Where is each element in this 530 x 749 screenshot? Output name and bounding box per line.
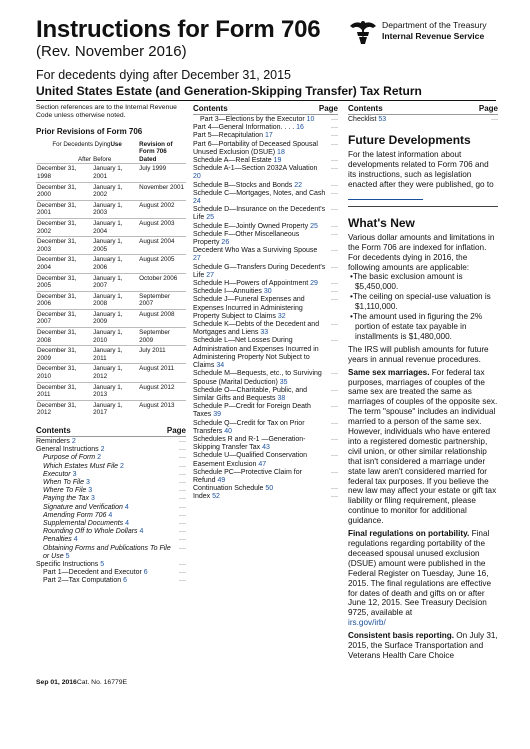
table-row: [36, 255, 186, 273]
revision-date: (Rev. November 2016): [36, 43, 187, 60]
toc-page-number[interactable]: 27: [193, 255, 201, 263]
toc-entry-title: Schedule F—Other Miscellaneous Property: [193, 230, 300, 247]
toc-page-number[interactable]: 4: [139, 528, 144, 536]
toc-page-number[interactable]: 43: [262, 444, 270, 452]
toc-page-number[interactable]: 3: [85, 479, 90, 487]
toc-page-number[interactable]: 26: [221, 239, 230, 247]
toc-entry-title: Schedule K—Debts of the Decedent and Mortgages and Liens: [193, 321, 320, 337]
leader-dash: —: [331, 468, 338, 476]
toc-entry-title: Where To File: [43, 487, 87, 495]
cell-revision: August 2005: [138, 255, 186, 273]
toc-page-number[interactable]: 25: [206, 214, 215, 222]
agency-line-2: Internal Revenue Service: [382, 30, 485, 41]
cell-before: January 1, 2001: [92, 164, 138, 182]
cell-after: December 31, 2009: [36, 346, 92, 364]
leader-dash: —: [331, 296, 338, 304]
contents-header: Contents Page: [193, 104, 338, 113]
toc-entry[interactable]: [193, 436, 338, 452]
agency-line-1: Department of the Treasury: [382, 20, 487, 30]
leader-dash: —: [331, 493, 338, 501]
consistent-basis-paragraph: Consistent basis reporting. On July 31, 2015, the Surface Transportation and Veterans Health Care Choice: [348, 631, 498, 660]
prior-revisions-table: [36, 141, 186, 418]
irs-publish-text: The IRS will publish amounts for future years in annual revenue procedures.: [348, 344, 489, 364]
cell-before: January 1, 2005: [92, 237, 138, 255]
leader-dash: —: [331, 263, 338, 271]
footer-catno: Cat. No. 16779E: [76, 679, 128, 686]
header-rule: [36, 100, 496, 101]
toc-entry[interactable]: [36, 463, 186, 471]
leader-dash: —: [179, 544, 186, 552]
toc-entry[interactable]: [193, 190, 338, 206]
toc-page-number[interactable]: 4: [108, 511, 113, 519]
toc-page-number[interactable]: 50: [265, 485, 274, 493]
toc-entry-title: Schedule A-1—Section 2032A Valuation: [193, 165, 318, 173]
same-sex-paragraph: Same sex marriages. For federal tax purposes, marriages of couples of the same sex are treated the same as marriages of couples of the opposite sex. The term "spouse" includes an individual married to a person of the same sex. However, individuals who have entered into a registered domestic partnership, civil union, or other similar relationship that isn't considered a marriage under state law aren't considered married for federal tax purposes. If you believe the new law may affect your estate or gift tax liability or filing requirement, please continue to monitor for additional guidance.: [348, 367, 498, 526]
leader-dash: —: [179, 495, 186, 503]
toc-page-number[interactable]: 3: [72, 470, 77, 478]
leader-dash: —: [331, 403, 338, 411]
toc-entry-title: Part 6—Portability of Deceased Spousal Unused Exclusion (DSUE): [193, 140, 318, 156]
toc-entry[interactable]: [193, 296, 338, 321]
toc-entry[interactable]: [193, 247, 338, 263]
leader-dash: —: [179, 569, 186, 577]
toc-entry[interactable]: [36, 446, 186, 454]
toc-entry-title: Schedule M—Bequests, etc., to Surviving Spouse (Marital Deduction): [193, 370, 322, 386]
toc-entry[interactable]: [36, 536, 186, 544]
leader-dash: —: [331, 288, 338, 296]
toc-entry[interactable]: [36, 520, 186, 528]
toc-entry[interactable]: [36, 438, 186, 446]
toc-entry-title: Part 2—Tax Computation: [43, 577, 122, 585]
toc-page-number[interactable]: 53: [378, 116, 387, 123]
cell-before: January 1, 2002: [92, 182, 138, 200]
toc-entry-title: Decedent Who Was a Surviving Spouse: [193, 247, 318, 255]
return-name: United States Estate (and Generation-Skipping Transfer) Tax Return: [36, 84, 422, 98]
toc-page-number[interactable]: 5: [65, 552, 70, 560]
leader-dash: —: [331, 435, 338, 443]
toc-entry[interactable]: [36, 545, 186, 561]
toc-entry-title: Part 1—Decedent and Executor: [43, 569, 142, 577]
leader-dash: —: [331, 222, 338, 230]
toc-page-number[interactable]: 32: [277, 312, 286, 320]
toc-page-number[interactable]: 27: [206, 271, 215, 279]
leader-dash: —: [331, 452, 338, 460]
toc-entry-title: Schedule U—Qualified Conservation Easement Exclusion: [193, 452, 308, 468]
leader-dash: —: [331, 370, 338, 378]
toc-entry-title: Supplemental Documents: [43, 520, 124, 528]
toc-page-number[interactable]: 24: [193, 198, 201, 206]
table-row: [36, 200, 186, 218]
leader-dash: —: [331, 280, 338, 288]
leader-dash: —: [179, 479, 186, 487]
toc-page-number[interactable]: 10: [306, 116, 315, 123]
cell-before: January 1, 2004: [92, 218, 138, 236]
cell-revision: November 2001: [138, 182, 186, 200]
table-row: [36, 400, 186, 418]
leader-dash: —: [331, 165, 338, 173]
toc-page-number[interactable]: 38: [277, 394, 286, 402]
toc-page-number[interactable]: 30: [263, 288, 272, 296]
toc-entry-title: When To File: [43, 479, 84, 487]
toc-entry[interactable]: [193, 165, 338, 181]
cell-before: January 1, 2009: [92, 309, 138, 327]
toc-entry[interactable]: [193, 370, 338, 386]
toc-page-number[interactable]: 4: [73, 536, 78, 544]
toc-entry[interactable]: [193, 403, 338, 419]
leader-dash: —: [179, 536, 186, 544]
leader-dash: —: [179, 511, 186, 519]
cell-before: January 1, 2017: [92, 400, 138, 418]
agency-name: [382, 20, 487, 41]
toc-list: [36, 438, 186, 586]
toc-entry-title: Part 5—Recapitulation: [193, 132, 264, 140]
leader-dash: —: [179, 487, 186, 495]
list-item: • The ceiling on special-use valuation is $1,110,000.: [348, 292, 498, 312]
footer-date: Sep 01, 2016: [36, 679, 77, 686]
final-regs-paragraph: Final regulations on portability. Final regulations regarding portability of the deceased spousal unused exclusion (DSUE) amount were published in the Federal Register on Tuesday, June 16, 2015. The final regulations are effective for dates of death and gifts on or after June 12, 2015. See Treasury Decision 9725, available at: [348, 529, 492, 618]
amounts-list: [348, 272, 498, 341]
toc-entry-title: Schedule P—Credit for Foreign Death Taxes: [193, 403, 311, 419]
toc-entry-title: Amending Form 706: [43, 511, 107, 519]
future-developments-heading: Future Developments: [348, 133, 471, 148]
toc-entry-title: Reminders: [36, 438, 70, 445]
cell-before: January 1, 2010: [92, 328, 138, 346]
cell-revision: September 2009: [138, 328, 186, 346]
toc-entry[interactable]: [36, 454, 186, 462]
cell-revision: August 2008: [138, 309, 186, 327]
leader-dash: —: [331, 116, 338, 123]
leader-dash: —: [331, 189, 338, 197]
toc-entry[interactable]: [348, 116, 498, 124]
toc-entry-title: Penalties: [43, 536, 72, 544]
leader-dash: —: [331, 140, 338, 148]
toc-entry-title: Schedule D—Insurance on the Decedent's Life: [193, 206, 326, 222]
cell-revision: August 2003: [138, 218, 186, 236]
cell-after: December 31, 2004: [36, 255, 92, 273]
leader-dash: —: [179, 503, 186, 511]
cell-after: December 31, 2007: [36, 309, 92, 327]
toc-page-number[interactable]: 17: [265, 132, 273, 140]
leader-dash: —: [331, 247, 338, 255]
toc-entry-title: Paying the Tax: [43, 495, 90, 503]
toc-entry-title: Schedule A—Real Estate: [193, 157, 272, 165]
toc-entry-title: Continuation Schedule: [193, 485, 264, 493]
cell-revision: August 2002: [138, 200, 186, 218]
toc-entry-title: Obtaining Forms and Publications To File or Use: [43, 544, 171, 560]
cell-after: December 31, 2003: [36, 237, 92, 255]
cell-after: December 31, 2002: [36, 218, 92, 236]
toc-page-number[interactable]: 2: [71, 438, 76, 445]
toc-page-number[interactable]: 33: [260, 329, 269, 337]
toc-page-number[interactable]: 16: [296, 124, 304, 132]
section-divider: [348, 206, 498, 207]
cell-after: December 31, 2006: [36, 291, 92, 309]
toc-entry[interactable]: [36, 479, 186, 487]
toc-entry[interactable]: [193, 132, 338, 140]
toc-page-number[interactable]: 18: [277, 148, 285, 156]
cell-before: January 1, 2012: [92, 364, 138, 382]
leader-dash: —: [331, 181, 338, 189]
toc-page-number[interactable]: 39: [213, 411, 222, 419]
toc-page-number[interactable]: 2: [97, 454, 101, 462]
list-item: • The amount used in figuring the 2% portion of estate tax payable in installments is $1,480,000.: [348, 312, 498, 342]
footer: [36, 679, 127, 687]
cell-after: December 31, 2000: [36, 182, 92, 200]
cell-after: December 31, 2001: [36, 200, 92, 218]
toc-entry-title: Schedule H—Powers of Appointment: [193, 280, 309, 288]
toc-entry-title: Schedules R and R-1 —Generation-Skipping Transfer Tax: [193, 435, 306, 452]
toc-page-number[interactable]: 34: [216, 362, 225, 370]
cell-revision: July 2011: [138, 346, 186, 364]
toc-entry[interactable]: [193, 469, 338, 485]
toc-page-number[interactable]: 6: [143, 569, 148, 577]
toc-page-number[interactable]: 4: [125, 520, 130, 528]
cell-after: December 31, 2010: [36, 364, 92, 382]
toc-page-number[interactable]: 2: [120, 462, 124, 470]
leader-dash: —: [179, 528, 186, 536]
leader-dash: —: [331, 419, 338, 427]
toc-page-number[interactable]: 6: [123, 577, 128, 585]
cell-after: December 31, 2008: [36, 328, 92, 346]
cell-revision: August 2011: [138, 364, 186, 382]
toc-entry[interactable]: [193, 124, 338, 132]
cell-before: January 1, 2013: [92, 382, 138, 400]
toc-entry[interactable]: [193, 321, 338, 337]
decedents-line: For decedents dying after December 31, 2015: [36, 68, 292, 82]
th-dated: Dated: [139, 155, 157, 163]
whats-new-intro: Various dollar amounts and limitations in the Form 706 are indexed for inflation. For decedents dying in 2016, the following amounts are applicable:: [348, 232, 495, 272]
toc-entry-title: Schedule E—Jointly Owned Property: [193, 222, 309, 230]
toc-entry[interactable]: [193, 223, 338, 231]
toc-entry-title: Schedule C—Mortgages, Notes, and Cash: [193, 189, 326, 197]
cell-before: January 1, 2011: [92, 346, 138, 364]
toc-entry[interactable]: [193, 182, 338, 190]
toc-entry-title: Schedule PC—Protective Claim for Refund: [193, 468, 302, 484]
leader-dash: —: [331, 485, 338, 493]
th-decedents: For Decedents DyingUse: [52, 140, 122, 148]
cell-revision: July 1999: [138, 164, 186, 182]
toc-entry-title: Index: [193, 493, 211, 501]
cell-revision: August 2012: [138, 382, 186, 400]
toc-page-number[interactable]: 3: [91, 495, 95, 503]
cell-after: December 31, 2012: [36, 400, 92, 418]
cell-after: December 31, 2005: [36, 273, 92, 291]
column-left: [36, 104, 186, 586]
page-title: Instructions for Form 706: [36, 16, 321, 43]
cell-after: December 31, 2011: [36, 382, 92, 400]
toc-page-number[interactable]: 52: [212, 493, 220, 501]
section-note: Section references are to the Internal Revenue Code unless otherwise noted.: [36, 104, 177, 120]
toc-entry-title: Schedule L—Net Losses During Administration and Expenses Incurred in Administering Property Not Subject to Claims: [193, 337, 319, 370]
toc-entry[interactable]: [36, 528, 186, 536]
toc-entry[interactable]: [193, 420, 338, 436]
toc-entry[interactable]: [193, 337, 338, 370]
toc-page-number[interactable]: 40: [224, 427, 233, 435]
cell-after: December 31, 1998: [36, 164, 92, 182]
toc-entry[interactable]: [36, 561, 186, 569]
leader-dash: —: [331, 337, 338, 345]
list-item: • The basic exclusion amount is $5,450,000.: [348, 272, 498, 292]
leader-dash: —: [331, 321, 338, 329]
toc-entry[interactable]: [36, 512, 186, 520]
toc-entry[interactable]: [36, 495, 186, 503]
table-row: [36, 291, 186, 309]
leader-dash: —: [179, 470, 186, 478]
toc-entry-title: Rounding Off to Whole Dollars: [43, 528, 138, 536]
table-row: [36, 346, 186, 364]
leader-dash: —: [179, 454, 186, 462]
toc-page-number[interactable]: 29: [310, 280, 318, 288]
toc-entry[interactable]: [36, 487, 186, 495]
cell-before: January 1, 2006: [92, 255, 138, 273]
table-row: [36, 364, 186, 382]
cell-before: January 1, 2007: [92, 273, 138, 291]
toc-entry-title: Purpose of Form: [43, 454, 96, 462]
toc-entry-title: Executor: [43, 470, 71, 478]
toc-page-number[interactable]: 3: [88, 487, 93, 495]
toc-entry[interactable]: [193, 116, 338, 124]
table-row: [36, 382, 186, 400]
toc-entry[interactable]: [193, 264, 338, 280]
table-row: [36, 328, 186, 346]
toc-page-number[interactable]: 2: [100, 446, 105, 454]
toc-entry[interactable]: [193, 288, 338, 296]
toc-page-number[interactable]: 47: [258, 460, 267, 468]
toc-page-number[interactable]: 35: [279, 378, 288, 386]
whats-new-heading: What's New: [348, 215, 415, 230]
leader-dash: —: [331, 386, 338, 394]
toc-entry[interactable]: [36, 577, 186, 585]
cell-revision: October 2006: [138, 273, 186, 291]
irb-link[interactable]: irs.gov/irb/: [348, 618, 386, 628]
toc-entry-title: Schedule G—Transfers During Decedent's Life: [193, 263, 326, 279]
th-revision: Revision of Form 706: [139, 140, 173, 156]
leader-dash: —: [179, 520, 186, 528]
toc-entry-title: Schedule O—Charitable, Public, and Similar Gifts and Bequests: [193, 386, 308, 402]
leader-dash: —: [179, 577, 186, 585]
future-developments-text: For the latest information about developments related to Form 706 and its instructions, such as legislation enacted after they were published, go to: [348, 150, 494, 189]
toc-entry-title: Schedule B—Stocks and Bonds: [193, 181, 293, 189]
toc-page-number[interactable]: 20: [193, 173, 201, 181]
contents-header: Contents Page: [36, 426, 186, 435]
link-underline[interactable]: [348, 199, 423, 200]
toc-page-number[interactable]: 49: [217, 476, 226, 484]
th-after: After: [77, 155, 92, 163]
toc-entry-title: Specific Instructions: [36, 561, 99, 569]
toc-entry[interactable]: [193, 280, 338, 288]
cell-revision: August 2013: [138, 400, 186, 418]
toc-entry-title: Schedule J—Funeral Expenses and Expenses Incurred in Administering Property Subject to Claims: [193, 296, 305, 320]
toc-entry[interactable]: [193, 387, 338, 403]
leader-dash: —: [179, 462, 186, 470]
toc-entry-title: General Instructions: [36, 446, 99, 454]
toc-entry[interactable]: [193, 141, 338, 157]
toc-entry[interactable]: [193, 157, 338, 165]
contents-header: Contents Page: [348, 104, 498, 113]
table-row: [36, 273, 186, 291]
leader-dash: —: [331, 132, 338, 140]
toc-entry-title: Which Estates Must File: [43, 462, 119, 470]
toc-entry[interactable]: [193, 206, 338, 222]
column-right: [348, 104, 498, 661]
cell-before: January 1, 2008: [92, 291, 138, 309]
leader-dash: —: [331, 206, 338, 214]
toc-page-number[interactable]: 4: [124, 503, 129, 511]
toc-entry[interactable]: [36, 471, 186, 479]
leader-dash: —: [491, 116, 498, 123]
leader-dash: —: [331, 230, 338, 238]
leader-dash: —: [331, 157, 338, 165]
leader-dash: —: [331, 124, 338, 132]
cell-revision: August 2004: [138, 237, 186, 255]
toc-entry-title: Schedule Q—Credit for Tax on Prior Transfers: [193, 419, 305, 435]
cell-before: January 1, 2003: [92, 200, 138, 218]
irs-eagle-logo-icon: [348, 18, 378, 48]
toc-page-number[interactable]: 22: [294, 181, 302, 189]
toc-entry-title: Schedule I—Annuities: [193, 288, 262, 296]
toc-entry[interactable]: [36, 569, 186, 577]
toc-entry[interactable]: [193, 452, 338, 468]
leader-dash: —: [179, 438, 186, 445]
table-row: [36, 237, 186, 255]
toc-entry-title: Checklist: [348, 116, 377, 123]
prior-revisions-heading: Prior Revisions of Form 706: [36, 126, 143, 136]
leader-dash: —: [179, 446, 186, 454]
toc-entry-title: Part 3—Elections by the Executor: [200, 116, 305, 123]
toc-entry[interactable]: [36, 504, 186, 512]
column-middle: [193, 104, 338, 502]
toc-list: [348, 116, 498, 124]
table-row: [36, 164, 186, 182]
toc-entry[interactable]: [193, 231, 338, 247]
toc-entry[interactable]: [193, 493, 338, 501]
toc-entry-title: Part 4—General Information. . . .: [193, 124, 295, 132]
table-row: [36, 218, 186, 236]
toc-list: [193, 116, 338, 502]
toc-page-number[interactable]: 5: [100, 561, 105, 569]
table-row: [36, 182, 186, 200]
toc-entry-title: Signature and Verification: [43, 503, 123, 511]
cell-revision: September 2007: [138, 291, 186, 309]
toc-entry[interactable]: [193, 485, 338, 493]
table-row: [36, 309, 186, 327]
th-before: Before: [93, 155, 112, 163]
leader-dash: —: [179, 561, 186, 569]
toc-page-number[interactable]: 19: [273, 157, 282, 165]
toc-page-number[interactable]: 25: [310, 222, 318, 230]
